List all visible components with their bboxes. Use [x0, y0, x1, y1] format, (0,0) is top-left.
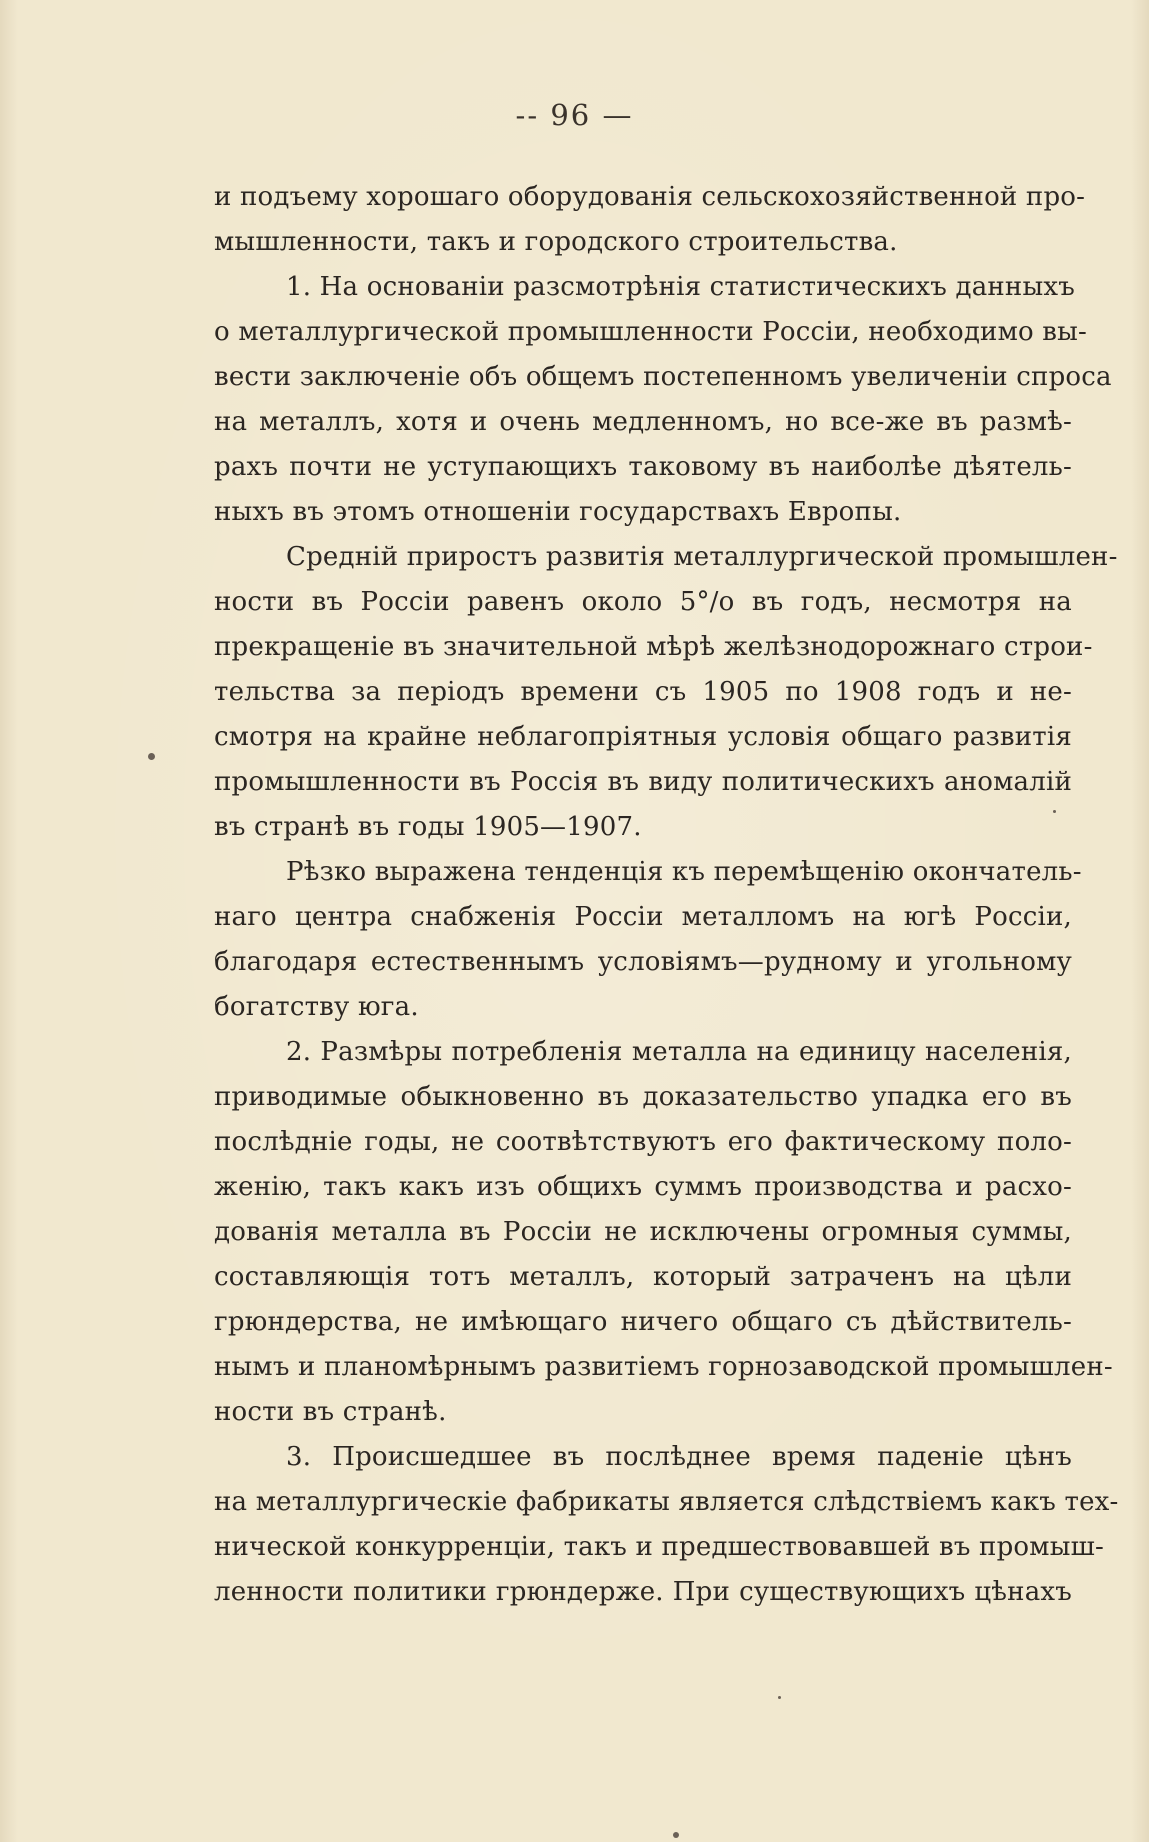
- text-line: въ странѣ въ годы 1905—1907.: [214, 812, 642, 842]
- text-line: и подъему хорошаго оборудованія сельскохозяйственной про-: [214, 182, 1086, 212]
- page-number: -- 96 —: [515, 98, 634, 132]
- body-text: [214, 175, 1119, 1615]
- text-line: о металлургической промышленности Россіи, необходимо вы-: [214, 317, 1088, 347]
- text-line: наго центра снабженія Россіи металломъ на югѣ Россіи,: [214, 902, 1072, 932]
- text-line: ныхъ въ этомъ отношеніи государствахъ Европы.: [214, 497, 902, 527]
- text-line: грюндерства, не имѣющаго ничего общаго съ дѣйствитель-: [214, 1307, 1072, 1337]
- text-line: приводимые обыкновенно въ доказательство упадка его въ: [214, 1082, 1072, 1112]
- text-line: смотря на крайне неблагопріятныя условія общаго развитія: [214, 722, 1072, 752]
- text-line: на металлъ, хотя и очень медленномъ, но все-же въ размѣ-: [214, 407, 1072, 437]
- text-line: ленности политики грюндерже. При существующихъ цѣнахъ: [214, 1577, 1072, 1607]
- text-line: ности въ Россіи равенъ около 5°/o въ годъ, несмотря на: [214, 587, 1072, 617]
- text-line: на металлургическіе фабрикаты является слѣдствіемъ какъ тех-: [214, 1487, 1119, 1517]
- text-line: благодаря естественнымъ условіямъ—рудному и угольному: [214, 947, 1072, 977]
- ink-speck: [1053, 810, 1056, 813]
- text-line: 1. На основаніи разсмотрѣнія статистическихъ данныхъ: [286, 272, 1075, 302]
- ink-speck: [778, 1696, 781, 1699]
- text-line: мышленности, такъ и городского строительства.: [214, 227, 898, 257]
- ink-speck: [673, 1832, 679, 1838]
- text-line: рахъ почти не уступающихъ таковому въ наиболѣе дѣятель-: [214, 452, 1072, 482]
- text-line: ности въ странѣ.: [214, 1397, 447, 1427]
- text-line: 2. Размѣры потребленія металла на единицу населенія,: [286, 1037, 1072, 1067]
- text-line: дованія металла въ Россіи не исключены огромныя суммы,: [214, 1217, 1072, 1247]
- text-line: вести заключеніе объ общемъ постепенномъ увеличеніи спроса: [214, 362, 1112, 392]
- text-line: тельства за періодъ времени съ 1905 по 1908 годъ и не-: [214, 677, 1072, 707]
- text-line: Рѣзко выражена тенденція къ перемѣщенію окончатель-: [286, 857, 1082, 887]
- text-line: промышленности въ Россія въ виду политическихъ аномалій: [214, 767, 1072, 797]
- text-line: нымъ и планомѣрнымъ развитіемъ горнозаводской промышлен-: [214, 1352, 1113, 1382]
- text-line: нической конкурренціи, такъ и предшествовавшей въ промыш-: [214, 1532, 1104, 1562]
- ink-speck: [148, 753, 155, 760]
- text-line: 3. Происшедшее въ послѣднее время паденіе цѣнъ: [286, 1442, 1072, 1472]
- text-line: составляющія тотъ металлъ, который затраченъ на цѣли: [214, 1262, 1072, 1292]
- text-line: богатству юга.: [214, 992, 419, 1022]
- text-line: женію, такъ какъ изъ общихъ суммъ производства и расхо-: [214, 1172, 1072, 1202]
- text-line: Средній приростъ развитія металлургической промышлен-: [286, 542, 1118, 572]
- text-line: послѣдніе годы, не соотвѣтствуютъ его фактическому поло-: [214, 1127, 1072, 1157]
- text-line: прекращеніе въ значительной мѣрѣ желѣзнодорожнаго строи-: [214, 632, 1093, 662]
